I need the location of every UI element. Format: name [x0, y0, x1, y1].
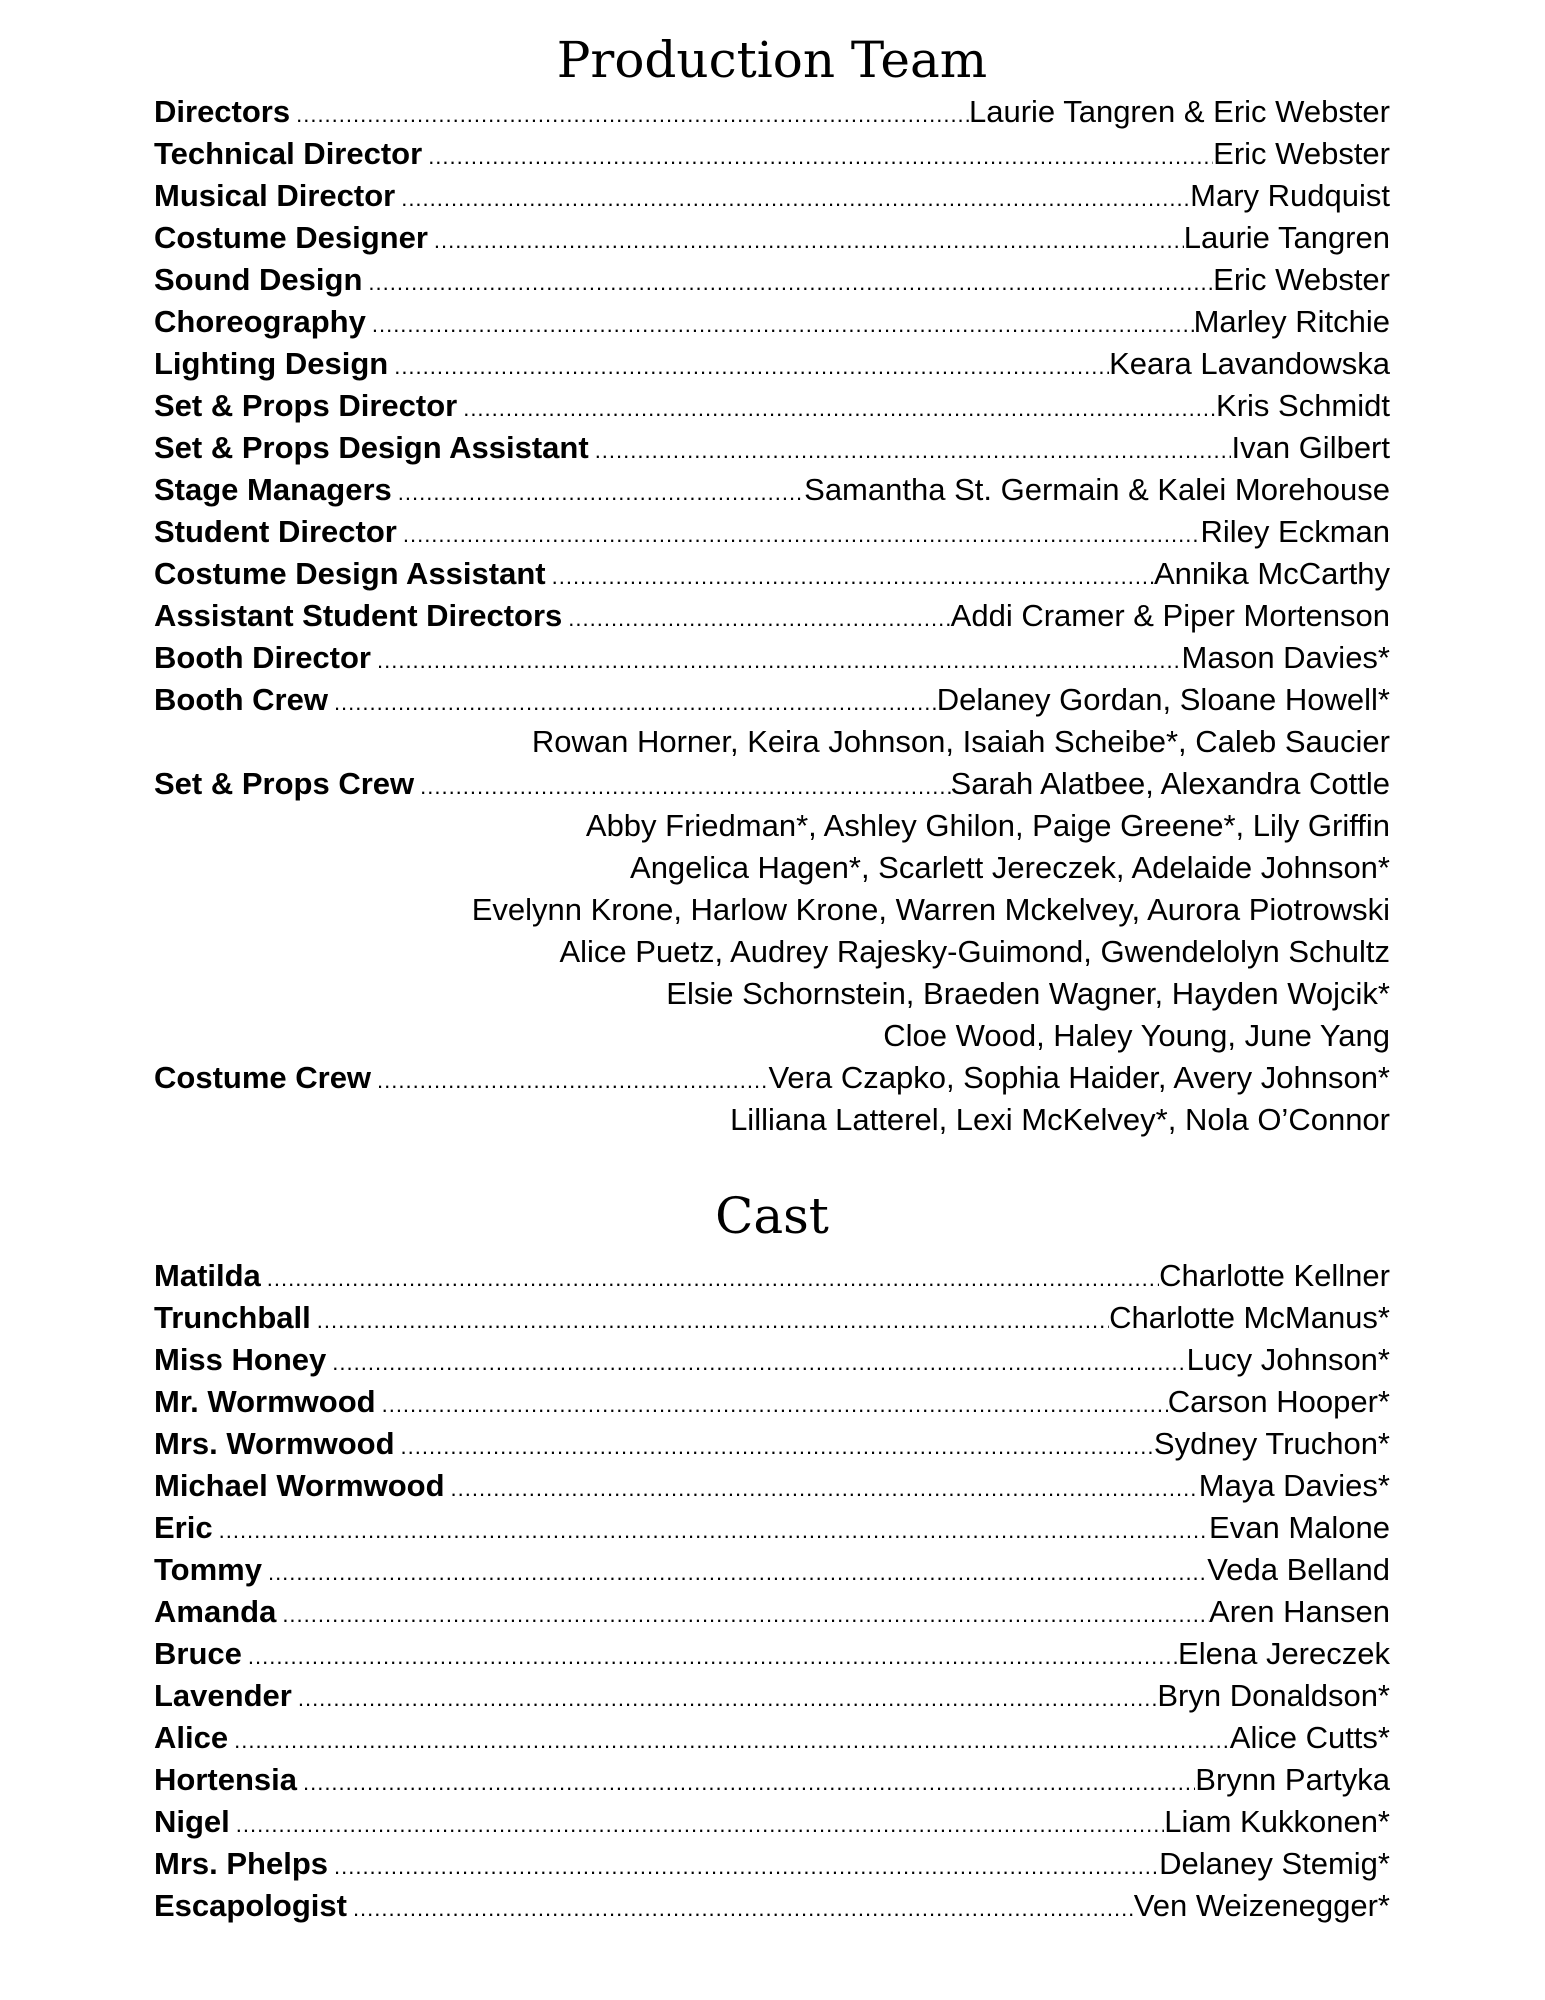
dot-leader [353, 1888, 1134, 1927]
role-label: Set & Props Crew [154, 766, 415, 801]
role-label: Amanda [154, 1594, 277, 1629]
role-label: Eric [154, 1510, 213, 1545]
person-name: Laurie Tangren & Eric Webster [968, 94, 1390, 129]
person-name: Vera Czapko, Sophia Haider, Avery Johnson* [768, 1060, 1390, 1095]
role-label: Booth Director [154, 640, 371, 675]
cast-row [154, 1843, 1390, 1885]
role-label: Matilda [154, 1258, 261, 1293]
dot-leader [595, 430, 1232, 469]
production-team-heading: Production Team [556, 31, 988, 89]
cast-row [154, 1423, 1390, 1465]
dot-leader [568, 598, 950, 637]
continuation-names: Angelica Hagen*, Scarlett Jereczek, Adelaide Johnson* [630, 850, 1390, 885]
cast-row [154, 1675, 1390, 1717]
cast-row [154, 1633, 1390, 1675]
person-name: Charlotte McManus* [1109, 1300, 1390, 1335]
continuation-names: Abby Friedman*, Ashley Ghilon, Paige Greene*, Lily Griffin [585, 808, 1390, 843]
role-label: Tommy [154, 1552, 262, 1587]
continuation-names: Elsie Schornstein, Braeden Wagner, Hayden Wojcik* [666, 976, 1390, 1011]
role-label: Alice [154, 1720, 229, 1755]
role-label: Assistant Student Directors [154, 598, 563, 633]
dot-leader [382, 1384, 1168, 1423]
dot-leader [420, 766, 950, 805]
continuation-names: Evelynn Krone, Harlow Krone, Warren Mckelvey, Aurora Piotrowski [471, 892, 1390, 927]
person-name: Keara Lavandowska [1109, 346, 1390, 381]
dot-leader [377, 640, 1182, 679]
dot-leader [234, 1720, 1230, 1759]
dot-leader [403, 514, 1201, 553]
person-name: Lucy Johnson* [1186, 1342, 1390, 1377]
role-label: Mr. Wormwood [154, 1384, 376, 1419]
production-row [154, 343, 1390, 385]
role-label: Lighting Design [154, 346, 389, 381]
cast-row [154, 1465, 1390, 1507]
person-name: Eric Webster [1213, 262, 1390, 297]
person-name: Aren Hansen [1209, 1594, 1390, 1629]
cast-row [154, 1255, 1390, 1297]
role-label: Set & Props Director [154, 388, 458, 423]
person-name: Evan Malone [1209, 1510, 1390, 1545]
role-label: Costume Design Assistant [154, 556, 546, 591]
role-label: Technical Director [154, 136, 423, 171]
cast-row [154, 1297, 1390, 1339]
role-label: Costume Designer [154, 220, 428, 255]
person-name: Sarah Alatbee, Alexandra Cottle [950, 766, 1390, 801]
dot-leader [372, 304, 1194, 343]
person-name: Delaney Stemig* [1159, 1846, 1390, 1881]
role-label: Set & Props Design Assistant [154, 430, 589, 465]
dot-leader [268, 1552, 1207, 1591]
dot-leader [282, 1594, 1209, 1633]
person-name: Liam Kukkonen* [1164, 1804, 1390, 1839]
dot-leader [296, 94, 969, 133]
person-name: Ven Weizenegger* [1133, 1888, 1390, 1923]
role-label: Lavender [154, 1678, 292, 1713]
dot-leader [334, 682, 937, 721]
cast-list [154, 1255, 1390, 1927]
dot-leader [463, 388, 1216, 427]
role-label: Stage Managers [154, 472, 392, 507]
dot-leader [248, 1636, 1178, 1675]
dot-leader [552, 556, 1154, 595]
production-row [154, 1057, 1390, 1099]
dot-leader [298, 1678, 1158, 1717]
role-label: Bruce [154, 1636, 242, 1671]
person-name: Kris Schmidt [1216, 388, 1390, 423]
person-name: Annika McCarthy [1153, 556, 1390, 591]
production-row [154, 301, 1390, 343]
role-label: Musical Director [154, 178, 396, 213]
role-label: Student Director [154, 514, 397, 549]
dot-leader [317, 1300, 1109, 1339]
production-team-list [154, 91, 1390, 1141]
person-name: Bryn Donaldson* [1157, 1678, 1390, 1713]
person-name: Carson Hooper* [1167, 1384, 1390, 1419]
cast-row [154, 1339, 1390, 1381]
continuation-names: Alice Puetz, Audrey Rajesky-Guimond, Gwendelolyn Schultz [559, 934, 1390, 969]
role-label: Choreography [154, 304, 366, 339]
person-name: Delaney Gordan, Sloane Howell* [936, 682, 1390, 717]
production-row [154, 91, 1390, 133]
production-row [154, 133, 1390, 175]
production-row [154, 637, 1390, 679]
role-label: Sound Design [154, 262, 363, 297]
cast-row [154, 1759, 1390, 1801]
dot-leader [394, 346, 1109, 385]
dot-leader [368, 262, 1213, 301]
role-label: Michael Wormwood [154, 1468, 445, 1503]
cast-heading: Cast [715, 1187, 829, 1245]
dot-leader [401, 1426, 1154, 1465]
role-label: Mrs. Wormwood [154, 1426, 395, 1461]
person-name: Elena Jereczek [1178, 1636, 1390, 1671]
cast-row [154, 1801, 1390, 1843]
cast-row [154, 1549, 1390, 1591]
person-name: Brynn Partyka [1195, 1762, 1390, 1797]
production-row [154, 553, 1390, 595]
production-row [154, 511, 1390, 553]
person-name: Eric Webster [1213, 136, 1390, 171]
dot-leader [401, 178, 1190, 217]
continuation-names: Cloe Wood, Haley Young, June Yang [883, 1018, 1390, 1053]
dot-leader [267, 1258, 1159, 1297]
role-label: Escapologist [154, 1888, 347, 1923]
production-row [154, 679, 1390, 721]
person-name: Marley Ritchie [1193, 304, 1390, 339]
cast-row [154, 1885, 1390, 1927]
dot-leader [434, 220, 1184, 259]
person-name: Laurie Tangren [1183, 220, 1390, 255]
cast-row [154, 1591, 1390, 1633]
person-name: Veda Belland [1207, 1552, 1390, 1587]
person-name: Riley Eckman [1200, 514, 1390, 549]
program-page [154, 0, 1390, 1927]
production-row [154, 175, 1390, 217]
dot-leader [451, 1468, 1199, 1507]
dot-leader [377, 1060, 768, 1099]
cast-row [154, 1717, 1390, 1759]
dot-leader [334, 1846, 1159, 1885]
role-label: Directors [154, 94, 291, 129]
dot-leader [303, 1762, 1195, 1801]
role-label: Mrs. Phelps [154, 1846, 328, 1881]
role-label: Booth Crew [154, 682, 328, 717]
person-name: Ivan Gilbert [1231, 430, 1390, 465]
role-label: Miss Honey [154, 1342, 327, 1377]
dot-leader [236, 1804, 1164, 1843]
person-name: Samantha St. Germain & Kalei Morehouse [804, 472, 1390, 507]
person-name: Mason Davies* [1181, 640, 1390, 675]
dot-leader [398, 472, 804, 511]
production-row [154, 217, 1390, 259]
cast-row [154, 1507, 1390, 1549]
dot-leader [332, 1342, 1186, 1381]
role-label: Nigel [154, 1804, 230, 1839]
role-label: Trunchball [154, 1300, 311, 1335]
person-name: Mary Rudquist [1190, 178, 1390, 213]
person-name: Maya Davies* [1198, 1468, 1390, 1503]
role-label: Costume Crew [154, 1060, 372, 1095]
person-name: Alice Cutts* [1229, 1720, 1390, 1755]
person-name: Charlotte Kellner [1159, 1258, 1390, 1293]
production-row [154, 259, 1390, 301]
person-name: Addi Cramer & Piper Mortenson [950, 598, 1390, 633]
production-row [154, 469, 1390, 511]
dot-leader [428, 136, 1213, 175]
production-row [154, 763, 1390, 805]
role-label: Hortensia [154, 1762, 297, 1797]
production-row [154, 427, 1390, 469]
continuation-names: Lilliana Latterel, Lexi McKelvey*, Nola O’Connor [730, 1102, 1390, 1137]
production-row [154, 385, 1390, 427]
dot-leader [219, 1510, 1209, 1549]
person-name: Sydney Truchon* [1153, 1426, 1390, 1461]
production-row [154, 595, 1390, 637]
continuation-names: Rowan Horner, Keira Johnson, Isaiah Scheibe*, Caleb Saucier [531, 724, 1390, 759]
cast-row [154, 1381, 1390, 1423]
